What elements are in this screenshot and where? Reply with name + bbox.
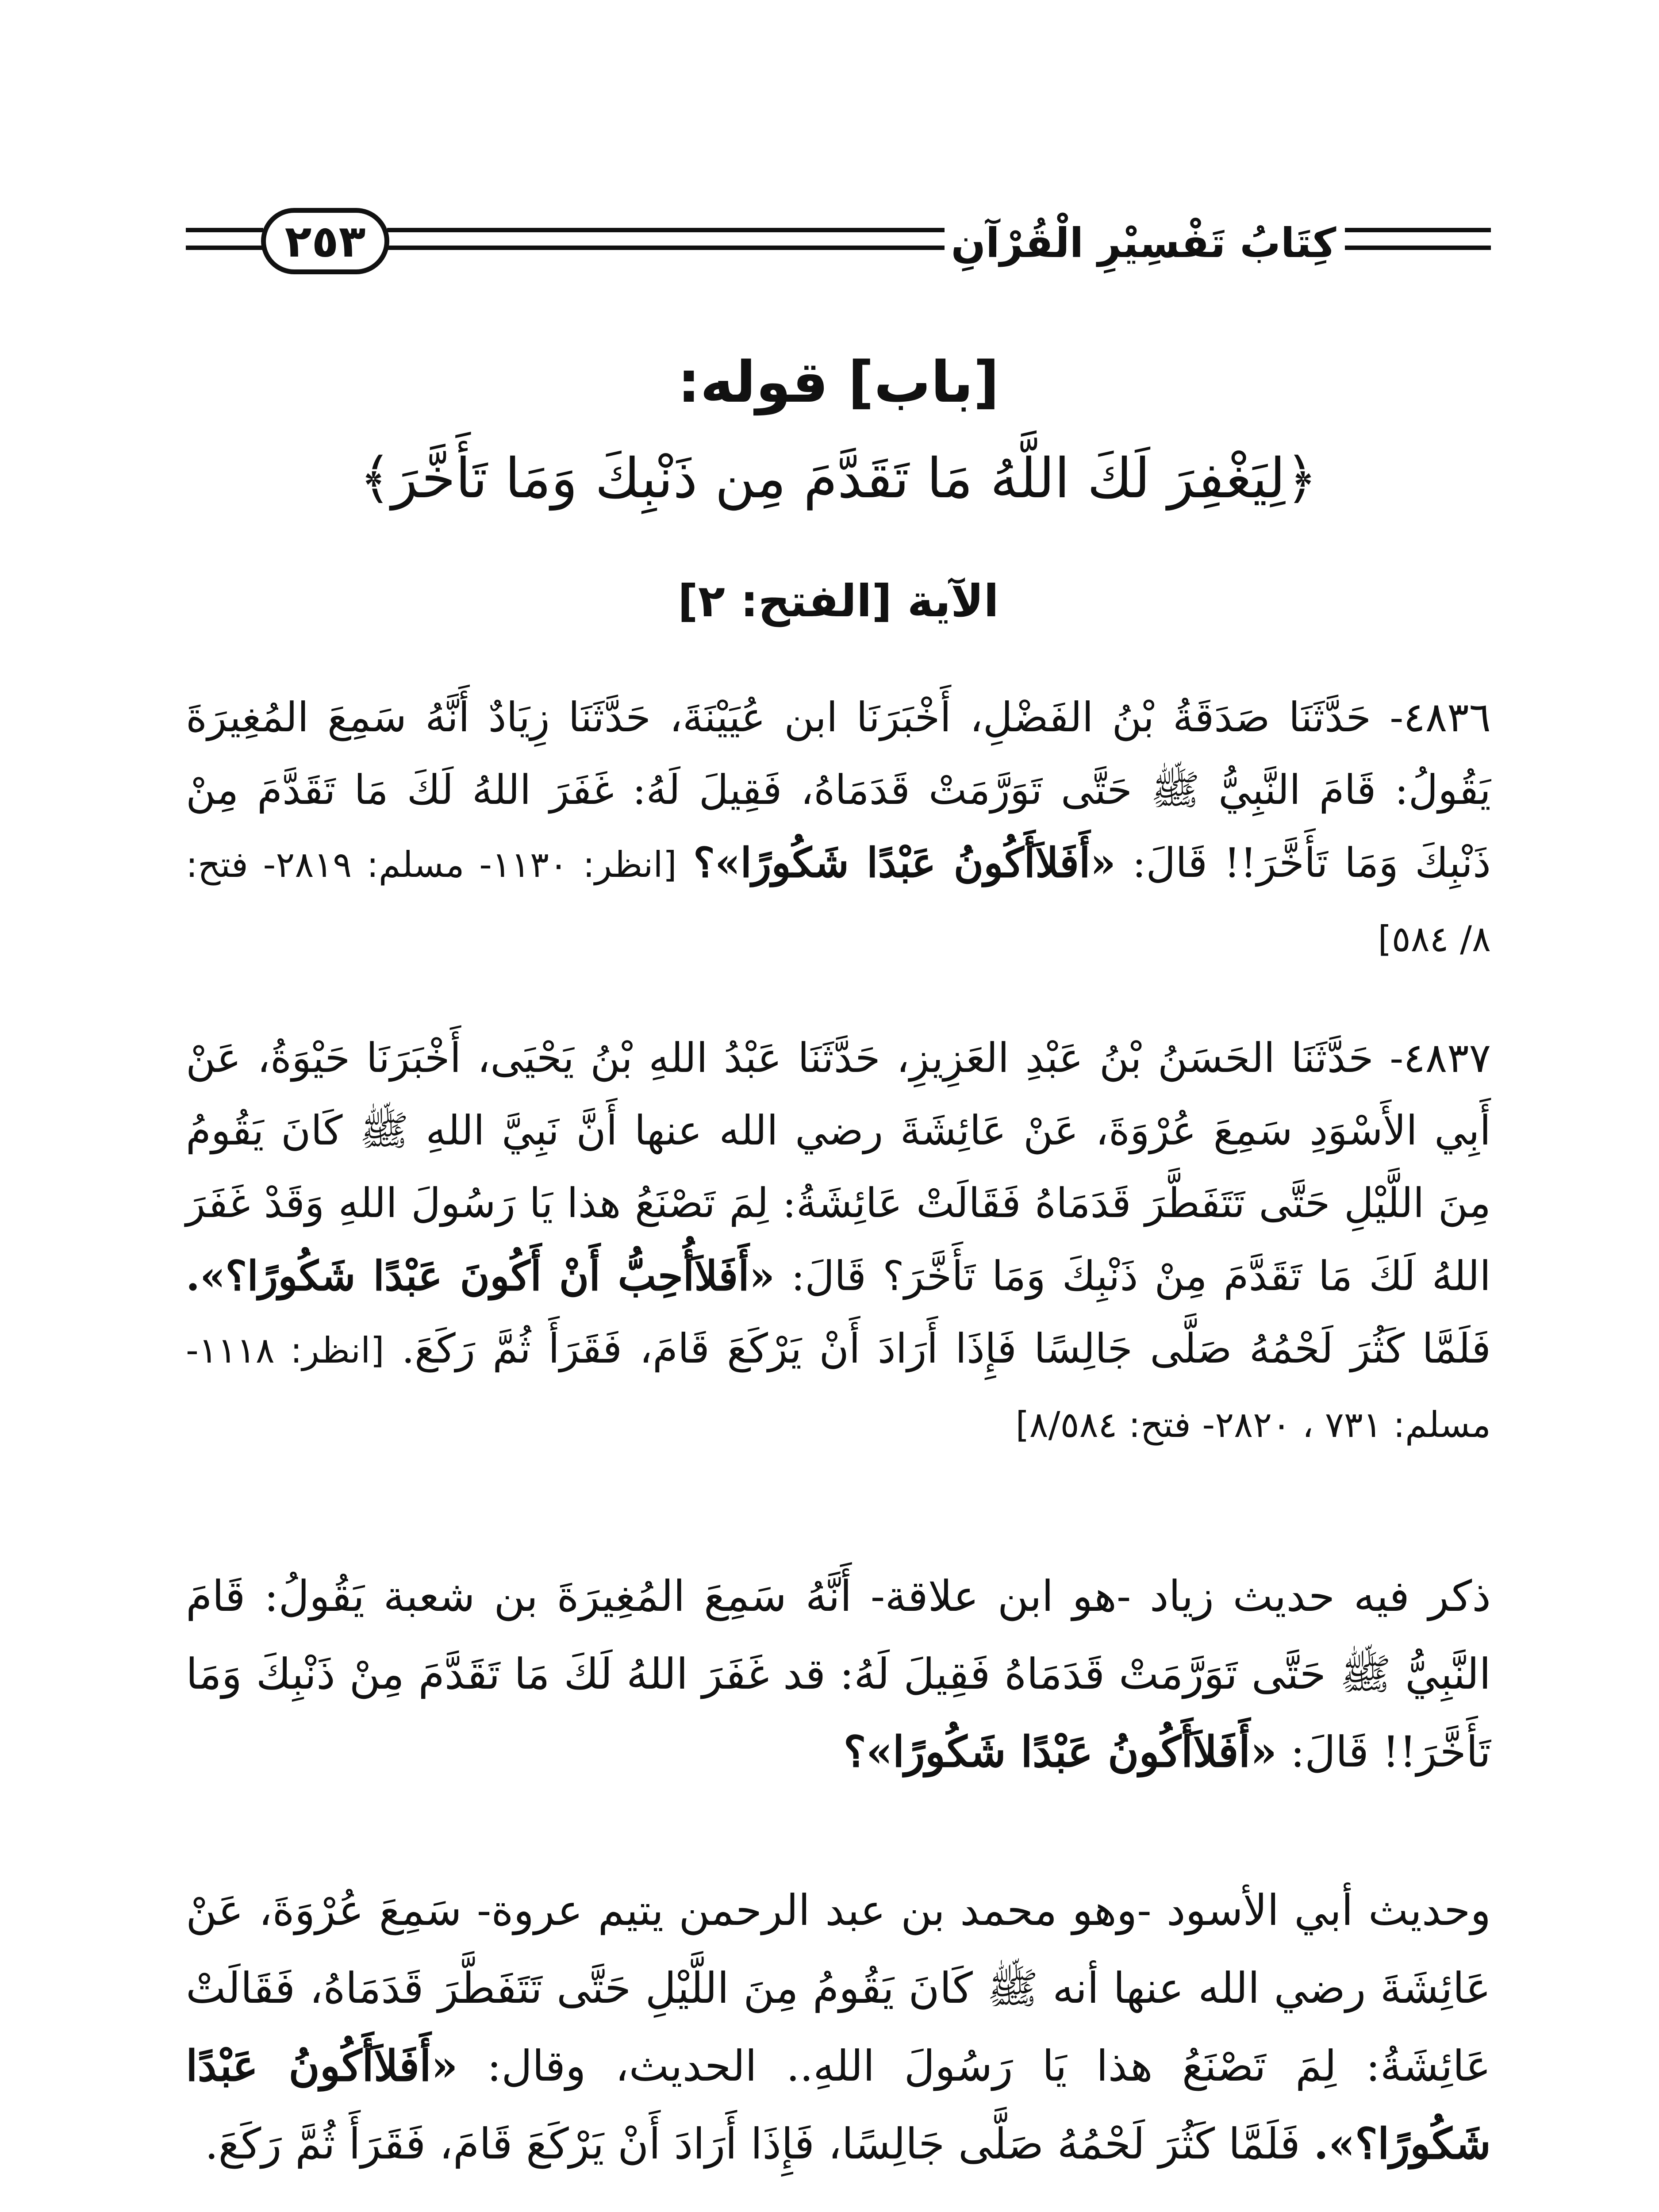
hadith-4836-ref: [انظر: ١١٣٠- مسلم: ٢٨١٩- فتح: ٨/ ٥٨٤] [186,844,1491,960]
hadith-4836-text: ٤٨٣٦- حَدَّثَنَا صَدَقَةُ بْنُ الفَضْلِ، أَخْبَرَنَا ابن عُيَيْنَةَ، حَدَّثَنَا زِيَادٌ أَنَّهُ سَمِعَ المُغِيرَةَ يَقُولُ: قَامَ النَّبِيُّ ﷺ حَتَّى تَوَرَّمَتْ قَدَمَاهُ، فَقِيلَ لَهُ: غَفَرَ اللهُ لَكَ مَا تَقَدَّمَ مِنْ ذَنْبِكَ وَمَا تَأَخَّرَ!! قَالَ: [186,694,1491,887]
page-number: ٢٥٣ [284,215,366,267]
header-rule-left-top [186,228,263,232]
header-rule-right-top [1345,228,1491,232]
header-rule-right-bottom [1345,246,1491,250]
running-header [186,201,1491,290]
page-number-badge [261,208,389,274]
commentary-1-text: ذكر فيه حديث زياد -هو ابن علاقة- أَنَّهُ سَمِعَ المُغِيرَةَ بن شعبة يَقُولُ: قَامَ النَّبِيُّ ﷺ حَتَّى تَوَرَّمَتْ قَدَمَاهُ فَقِيلَ لَهُ: قد غَفَرَ اللهُ لَكَ مَا تَقَدَّمَ مِنْ ذَنْبِكَ وَمَا تَأَخَّرَ!! قَالَ: [186,1571,1491,1777]
commentary-2-text: وحديث أبي الأسود -وهو محمد بن عبد الرحمن يتيم عروة- سَمِعَ عُرْوَةَ، عَنْ عَائِشَةَ رضي الله عنها أنه ﷺ كَانَ يَقُومُ مِنَ اللَّيْلِ حَتَّى تَتَفَطَّرَ قَدَمَاهُ، فَقَالَتْ عَائِشَةُ: لِمَ تَصْنَعُ هذا يَا رَسُولَ اللهِ.. الحديث، وقال: [186,1886,1491,2091]
hadith-4836-quote: «أَفَلاَأَكُونُ عَبْدًا شَكُورًا»؟ [693,839,1116,887]
commentary-2-text-2: فَلَمَّا كَثُرَ لَحْمُهُ صَلَّى جَالِسًا، فَإِذَا أَرَادَ أَنْ يَرْكَعَ قَامَ، فَقَرَأَ ثُمَّ رَكَعَ. [204,2119,1301,2169]
book-title: كِتَابُ تَفْسِيْرِ الْقُرْآنِ [951,219,1336,267]
chapter-title: [باب] قوله: [677,349,999,415]
header-rule-left-bottom [186,246,263,250]
quran-verse: ﴿لِيَغْفِرَ لَكَ اللَّهُ مَا تَقَدَّمَ مِن ذَنْبِكَ وَمَا تَأَخَّرَ﴾ [359,447,1318,511]
hadith-4837 [186,1022,1491,1461]
verse-reference: الآية [الفتح: ٢] [678,575,999,627]
hadith-4837-quote: «أَفَلاَأُحِبُّ أَنْ أَكُونَ عَبْدًا شَكُورًا؟». [186,1252,775,1300]
hadith-4837-text-2: فَلَمَّا كَثُرَ لَحْمُهُ صَلَّى جَالِسًا فَإِذَا أَرَادَ أَنْ يَرْكَعَ قَامَ، فَقَرَأَ ثُمَّ رَكَعَ. [401,1325,1491,1372]
hadith-4837-ref: [انظر: ١١١٨- مسلم: ٧٣١ ، ٢٨٢٠- فتح: ٨/٥٨٤] [186,1330,1491,1445]
commentary-paragraph-2 [186,1871,1491,2183]
commentary-2-quote: «أَفَلاَأَكُونُ عَبْدًا شَكُورًا؟». [186,2041,1491,2169]
hadith-4837-text: ٤٨٣٧- حَدَّثَنَا الحَسَنُ بْنُ عَبْدِ العَزِيزِ، حَدَّثَنَا عَبْدُ اللهِ بْنُ يَحْيَى، أَخْبَرَنَا حَيْوَةُ، عَنْ أَبِي الأَسْوَدِ سَمِعَ عُرْوَةَ، عَنْ عَائِشَةَ رضي الله عنها أَنَّ نَبِيَّ اللهِ ﷺ كَانَ يَقُومُ مِنَ اللَّيْلِ حَتَّى تَتَفَطَّرَ قَدَمَاهُ فَقَالَتْ عَائِشَةُ: لِمَ تَصْنَعُ هذا يَا رَسُولَ اللهِ وَقَدْ غَفَرَ اللهُ لَكَ مَا تَقَدَّمَ مِنْ ذَنْبِكَ وَمَا تَأَخَّرَ؟ قَالَ: [186,1034,1491,1300]
hadith-4836 [186,681,1491,975]
commentary-paragraph-1 [186,1557,1491,1791]
header-rule-middle-bottom [387,246,945,250]
commentary-1-quote: «أَفَلاَأَكُونُ عَبْدًا شَكُورًا»؟ [843,1727,1277,1777]
header-rule-middle-top [387,228,945,232]
